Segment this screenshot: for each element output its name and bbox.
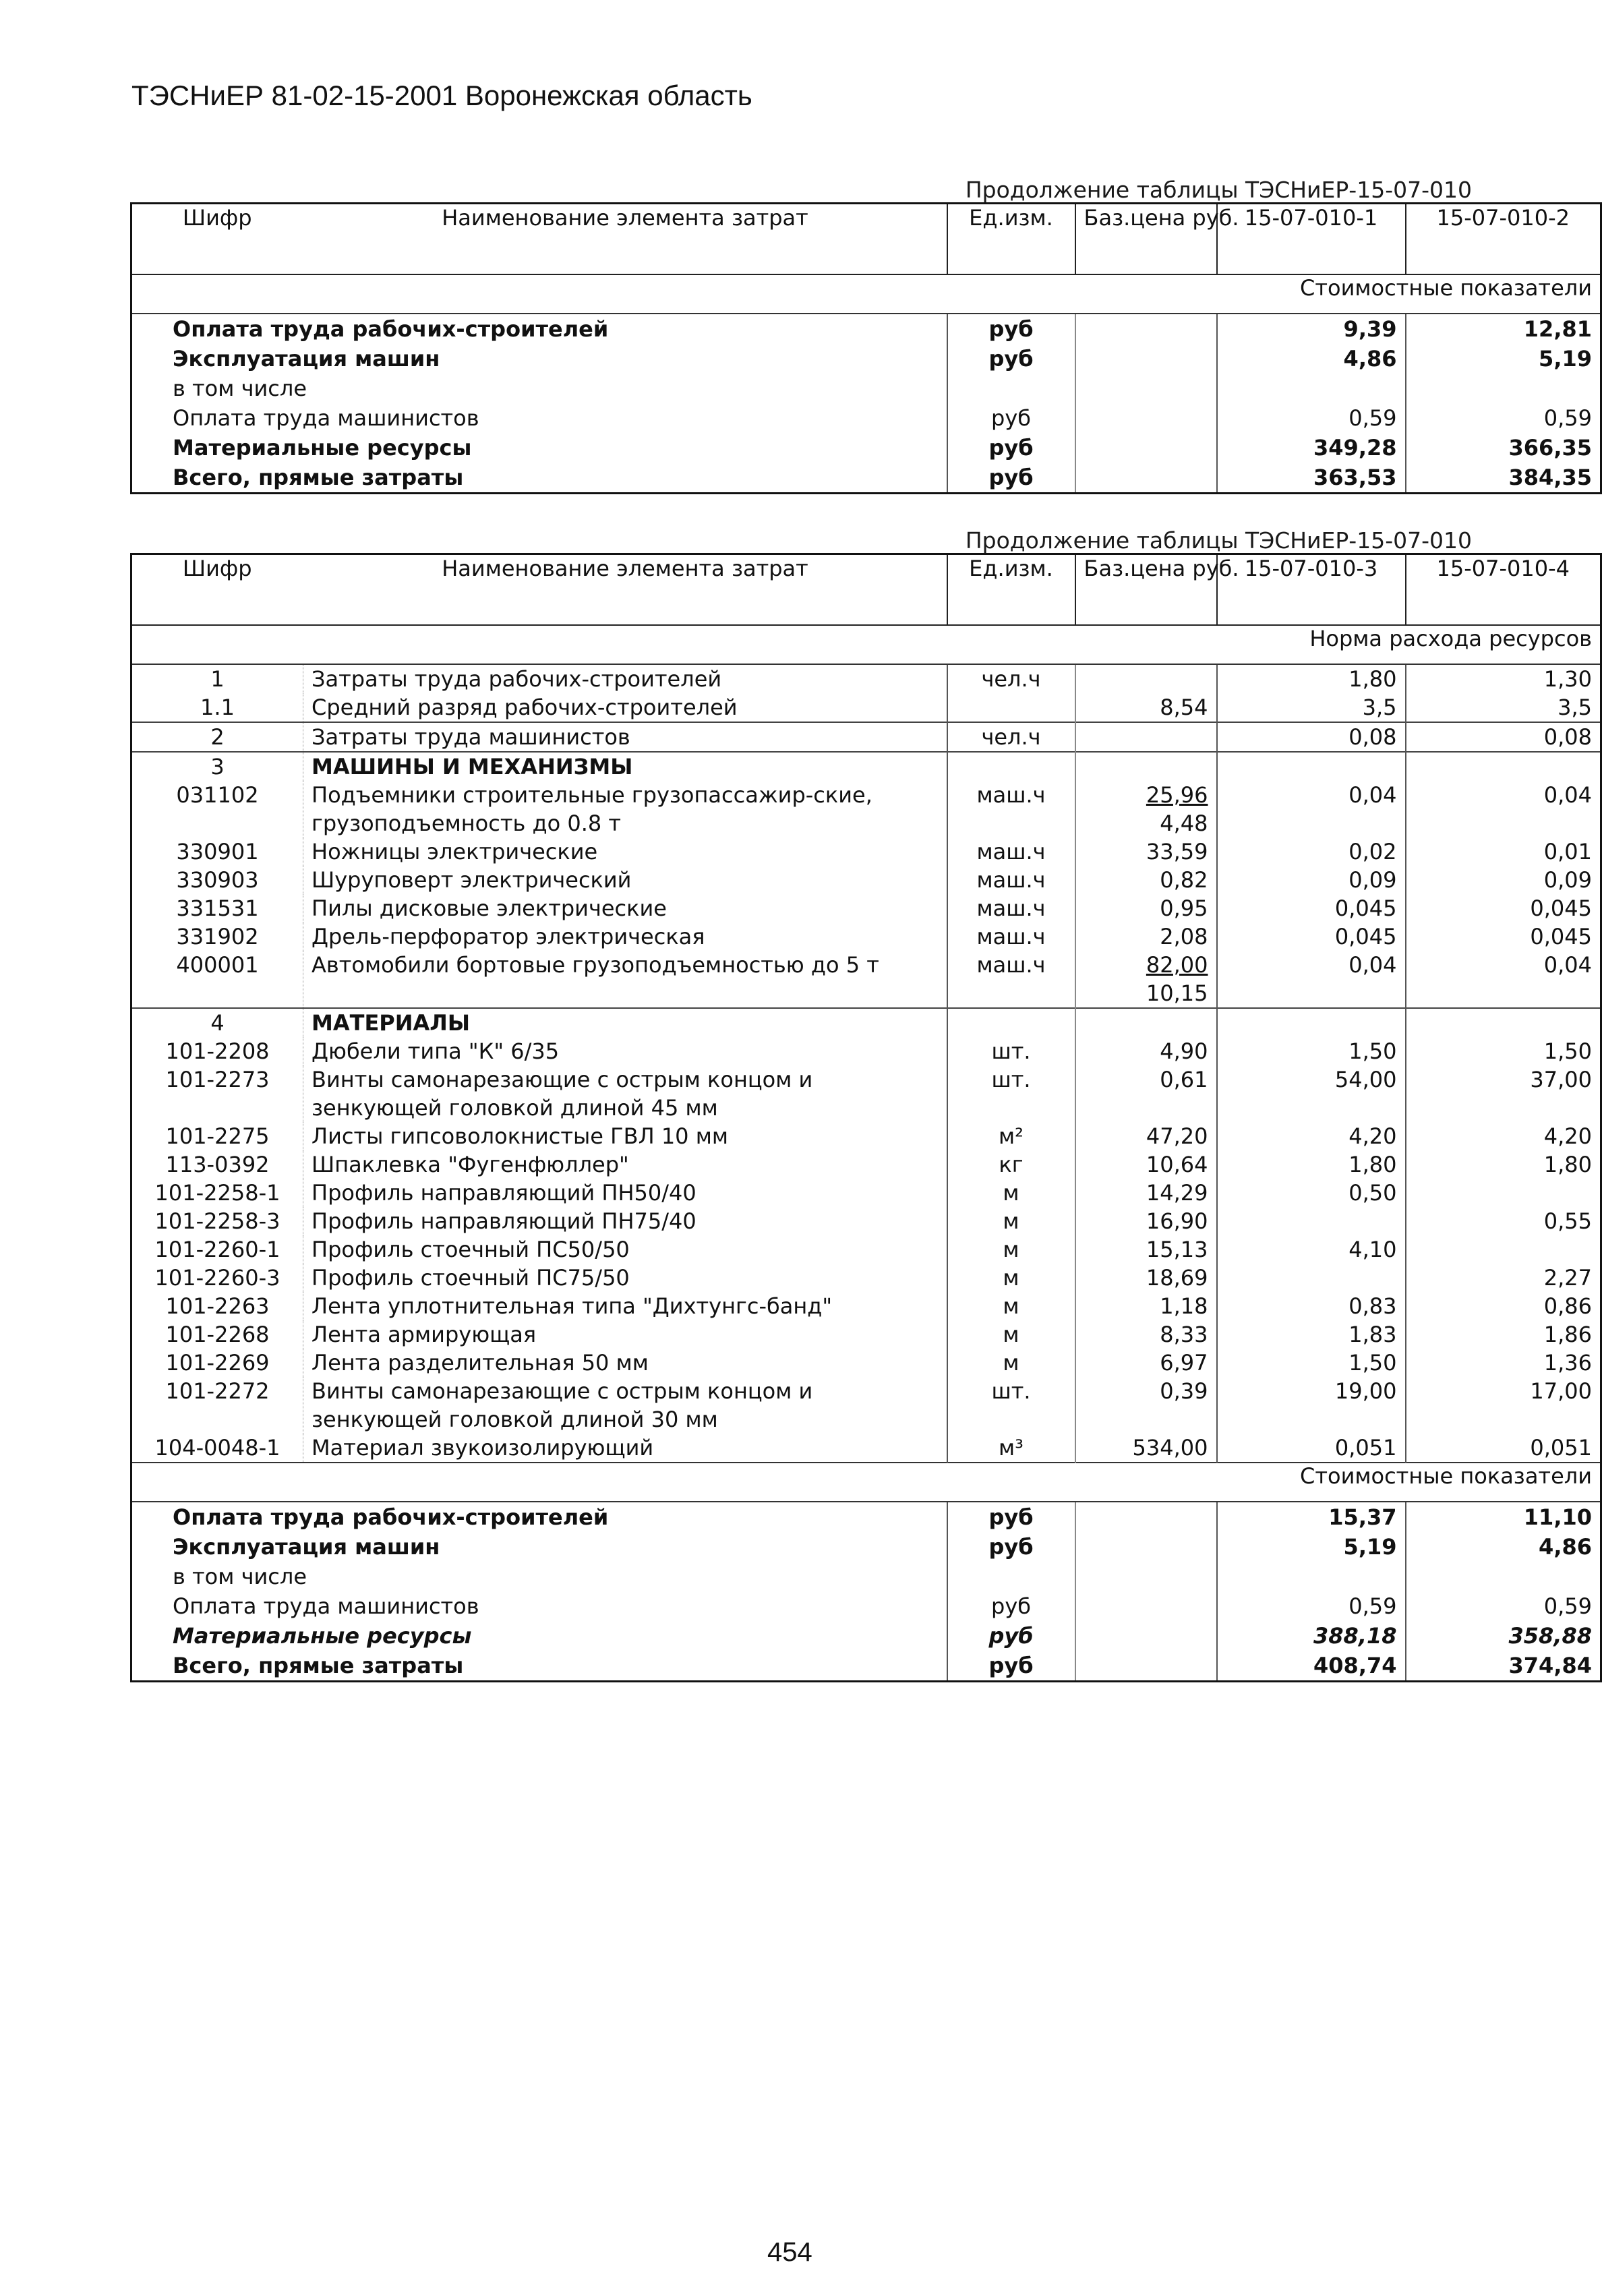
resource-name: Затраты труда машинистов [303,722,947,752]
resource-row [131,951,1601,1008]
resource-value-2: 0,01 [1406,837,1601,866]
cost-row-value-1: 388,18 [1217,1621,1406,1651]
col-v1-header: 15-07-010-3 [1217,554,1406,625]
col-name-header: Наименование элемента затрат [303,204,947,274]
resource-row [131,722,1601,752]
col-unit-header: Ед.изм. [947,554,1075,625]
cost-row-unit: руб [947,403,1075,433]
resource-price-value: 33,59 [1146,838,1208,864]
cost-row [131,1651,1601,1682]
cost-row-value-1: 4,86 [1217,344,1406,374]
cost-row [131,314,1601,344]
cost-row-value-1: 5,19 [1217,1532,1406,1562]
resource-unit [947,752,1075,781]
cost-row-value-2: 0,59 [1406,1591,1601,1621]
resource-row [131,693,1601,722]
resource-price-value: 8,33 [1160,1321,1208,1347]
cost-row-value-2: 4,86 [1406,1532,1601,1562]
resource-price [1075,1320,1217,1349]
resource-value-1: 19,00 [1217,1377,1406,1434]
resource-code: 101-2260-3 [154,1264,280,1291]
resource-price [1075,1434,1217,1463]
cost-row-value-1: 349,28 [1217,433,1406,463]
col-v2-header: 15-07-010-2 [1406,204,1601,274]
resource-code: 101-2272 [165,1378,270,1404]
resource-price-value: 6,97 [1160,1349,1208,1376]
cost-row-price [1075,1591,1217,1621]
cost-row-unit: руб [947,1651,1075,1682]
resource-code: 331902 [176,923,259,949]
cost-row [131,1591,1601,1621]
resource-name: Шпаклевка "Фугенфюллер" [303,1150,947,1179]
resource-value-1: 0,04 [1217,781,1406,837]
resource-row [131,1349,1601,1377]
cost-row-value-2: 358,88 [1406,1621,1601,1651]
resource-price [1075,1377,1217,1434]
cost-row-value-2 [1406,374,1601,403]
resource-value-1: 1,80 [1217,664,1406,693]
cost-row-value-2: 5,19 [1406,344,1601,374]
resource-unit: маш.ч [947,866,1075,894]
cost-row-value-1 [1217,374,1406,403]
resource-code: 101-2208 [165,1038,270,1064]
cost-row-price [1075,433,1217,463]
resource-value-2 [1406,1179,1601,1207]
cost-row-unit [947,374,1075,403]
cost-row-value-1: 9,39 [1217,314,1406,344]
cost-table-2 [130,553,1602,1682]
resource-code: 331531 [176,895,259,921]
resource-price-value: 0,39 [1160,1378,1208,1404]
cost-row-value-1: 363,53 [1217,463,1406,494]
resource-value-1: 54,00 [1217,1065,1406,1122]
resource-value-1: 0,045 [1217,894,1406,922]
resource-value-2: 3,5 [1406,693,1601,722]
resource-value-1: 3,5 [1217,693,1406,722]
cost-row-name: Всего, прямые затраты [173,464,464,490]
cost-table-1 [130,202,1602,494]
resource-name: Листы гипсоволокнистые ГВЛ 10 мм [303,1122,947,1150]
resource-value-2: 0,55 [1406,1207,1601,1235]
resource-price [1075,752,1217,781]
resource-price [1075,722,1217,752]
resource-value-2: 1,36 [1406,1349,1601,1377]
resource-name: Винты самонарезающие с острым концом и зенкующей головкой длиной 45 мм [303,1065,947,1122]
section-norm-header: Норма расхода ресурсов [131,625,1601,664]
resource-code: 101-2258-3 [154,1208,280,1234]
resource-name: Дюбели типа "К" 6/35 [303,1037,947,1065]
resource-price [1075,1207,1217,1235]
resource-code: 1.1 [200,694,235,720]
resource-value-2: 0,09 [1406,866,1601,894]
col-v2-header: 15-07-010-4 [1406,554,1601,625]
cost-row-name: Эксплуатация машин [173,345,440,372]
resource-price [1075,1292,1217,1320]
resource-price-value: 8,54 [1160,694,1208,720]
resource-code: 101-2273 [165,1066,270,1092]
resource-unit: чел.ч [947,664,1075,693]
resource-name: Пилы дисковые электрические [303,894,947,922]
resource-value-2: 2,27 [1406,1264,1601,1292]
resource-name: Материал звукоизолирующий [303,1434,947,1463]
resource-value-1: 1,50 [1217,1037,1406,1065]
resource-code: 101-2275 [165,1123,270,1149]
resource-row [131,922,1601,951]
cost-row-name: Материальные ресурсы [173,1622,472,1649]
resource-code: 113-0392 [165,1151,270,1177]
cost-row-value-2: 384,35 [1406,463,1601,494]
resource-name: Лента разделительная 50 мм [303,1349,947,1377]
cost-row-name: Эксплуатация машин [173,1533,440,1560]
col-v1-header: 15-07-010-1 [1217,204,1406,274]
resource-value-2: 0,045 [1406,894,1601,922]
cost-row [131,433,1601,463]
cost-row-price [1075,403,1217,433]
cost-row-unit: руб [947,1502,1075,1532]
cost-row-price [1075,374,1217,403]
resource-price [1075,781,1217,837]
resource-unit: маш.ч [947,781,1075,837]
cost-row-price [1075,1621,1217,1651]
resource-row [131,1150,1601,1179]
page-number: 454 [767,2237,812,2267]
cost-row-name: Материальные ресурсы [173,434,472,461]
resource-code: 104-0048-1 [154,1434,280,1461]
cost-row-value-2: 12,81 [1406,314,1601,344]
resource-row [131,894,1601,922]
resource-value-2 [1406,1008,1601,1037]
cost-row-unit: руб [947,344,1075,374]
resource-row [131,1122,1601,1150]
cost-row-price [1075,314,1217,344]
resource-unit: маш.ч [947,894,1075,922]
resource-value-2: 0,86 [1406,1292,1601,1320]
resource-price [1075,866,1217,894]
resource-value-1: 0,09 [1217,866,1406,894]
resource-value-2 [1406,752,1601,781]
col-code-header: Шифр [131,204,303,274]
resource-unit: м [947,1349,1075,1377]
col-unit-header: Ед.изм. [947,204,1075,274]
resource-name: Затраты труда рабочих-строителей [303,664,947,693]
resource-price [1075,664,1217,693]
cost-row-price [1075,344,1217,374]
resource-unit: маш.ч [947,837,1075,866]
resource-unit [947,1008,1075,1037]
resource-price [1075,1150,1217,1179]
resource-unit: м [947,1320,1075,1349]
resource-unit: маш.ч [947,951,1075,1008]
resource-value-2: 1,86 [1406,1320,1601,1349]
resource-price [1075,922,1217,951]
cost-row-price [1075,1532,1217,1562]
cost-row-price [1075,1502,1217,1532]
resource-code: 330903 [176,866,259,893]
cost-row-unit: руб [947,314,1075,344]
resource-price [1075,951,1217,1008]
cost-row [131,1502,1601,1532]
resource-name: Ножницы электрические [303,837,947,866]
resource-value-2: 1,80 [1406,1150,1601,1179]
cost-row-name: Оплата труда рабочих-строителей [173,1504,609,1530]
resource-unit: м [947,1179,1075,1207]
resource-row [131,1207,1601,1235]
resource-price-value: 4,90 [1160,1038,1208,1064]
resource-row [131,1292,1601,1320]
resource-price-value: 2,08 [1160,923,1208,949]
resource-price-value: 10,64 [1146,1151,1208,1177]
cost-row [131,374,1601,403]
resource-code: 3 [131,752,303,781]
resource-value-2: 37,00 [1406,1065,1601,1122]
resource-unit: шт. [947,1037,1075,1065]
resource-name: МАШИНЫ И МЕХАНИЗМЫ [303,752,947,781]
resource-row [131,1065,1601,1122]
resource-name: Лента армирующая [303,1320,947,1349]
resource-price [1075,1264,1217,1292]
cost-row-value-1: 408,74 [1217,1651,1406,1682]
cost-row-unit: руб [947,1532,1075,1562]
cost-row-value-1: 0,59 [1217,1591,1406,1621]
resource-value-1: 0,04 [1217,951,1406,1008]
cost-row-price [1075,463,1217,494]
resource-value-2: 1,30 [1406,664,1601,693]
cost-row-unit: руб [947,1621,1075,1651]
resource-value-1: 1,80 [1217,1150,1406,1179]
resource-unit: шт. [947,1377,1075,1434]
cost-row [131,463,1601,494]
resource-price [1075,1179,1217,1207]
resource-value-1: 1,83 [1217,1320,1406,1349]
resource-value-1: 4,10 [1217,1235,1406,1264]
col-code-header: Шифр [131,554,303,625]
cost-row [131,403,1601,433]
resource-code: 101-2263 [165,1293,270,1319]
resource-value-1: 0,50 [1217,1179,1406,1207]
resource-name: Дрель-перфоратор электрическая [303,922,947,951]
resource-price [1075,1037,1217,1065]
resource-code: 101-2269 [165,1349,270,1376]
resource-price-value: 47,20 [1146,1123,1208,1149]
resource-value-2: 1,50 [1406,1037,1601,1065]
resource-name: Подъемники строительные грузопассажир-ские, грузоподъемность до 0.8 т [303,781,947,837]
resource-unit: м [947,1264,1075,1292]
resource-name: Шуруповерт электрический [303,866,947,894]
resource-price-value: 18,69 [1146,1264,1208,1291]
cost-row-name: Оплата труда машинистов [173,1593,479,1619]
cost-row-value-2 [1406,1562,1601,1591]
resource-row [131,1179,1601,1207]
resource-name: МАТЕРИАЛЫ [303,1008,947,1037]
resource-value-2: 0,04 [1406,781,1601,837]
resource-price-value: 0,61 [1160,1066,1208,1092]
resource-name: Профиль направляющий ПН50/40 [303,1179,947,1207]
cost-row-name: в том числе [173,375,307,401]
cost-row-name: Оплата труда машинистов [173,405,479,431]
cost-row-price [1075,1562,1217,1591]
resource-value-2: 17,00 [1406,1377,1601,1434]
cost-row-value-1: 15,37 [1217,1502,1406,1532]
resource-price-value: 0,82 [1160,866,1208,893]
resource-row [131,664,1601,693]
resource-value-1: 1,50 [1217,1349,1406,1377]
resource-row [131,1434,1601,1463]
resource-value-1: 0,051 [1217,1434,1406,1463]
cost-row-unit [947,1562,1075,1591]
resource-price [1075,1349,1217,1377]
resource-name: Профиль стоечный ПС75/50 [303,1264,947,1292]
resource-row [131,837,1601,866]
cost-row-price [1075,1651,1217,1682]
col-price-header: Баз.цена руб. [1075,204,1217,274]
cost-row [131,1532,1601,1562]
resource-value-2: 0,045 [1406,922,1601,951]
resource-code: 101-2258-1 [154,1179,280,1206]
resource-price [1075,1235,1217,1264]
cost-row-value-2: 0,59 [1406,403,1601,433]
resource-value-2 [1406,1235,1601,1264]
cost-row [131,1562,1601,1591]
resource-price-value: 16,90 [1146,1208,1208,1234]
resource-name: Средний разряд рабочих-строителей [303,693,947,722]
resource-price-value: 0,95 [1160,895,1208,921]
resource-unit: маш.ч [947,922,1075,951]
resource-unit: м [947,1292,1075,1320]
cost-row-value-1: 0,59 [1217,403,1406,433]
resource-unit: м [947,1207,1075,1235]
cost-row-value-2: 374,84 [1406,1651,1601,1682]
cost-row-value-2: 366,35 [1406,433,1601,463]
resource-value-2: 4,20 [1406,1122,1601,1150]
col-price-header: Баз.цена руб. [1075,554,1217,625]
cost-row-value-1 [1217,1562,1406,1591]
table2-caption: Продолжение таблицы ТЭСНиЕР-15-07-010 [965,527,1472,554]
resource-unit: м³ [947,1434,1075,1463]
col-name-header: Наименование элемента затрат [303,554,947,625]
resource-value-1: 0,08 [1217,722,1406,752]
resource-price-value: 1,18 [1160,1293,1208,1319]
resource-value-2: 0,08 [1406,722,1601,752]
resource-price-value: 534,00 [1132,1434,1208,1461]
resource-row [131,752,1601,781]
resource-unit: м² [947,1122,1075,1150]
cost-row-unit: руб [947,463,1075,494]
resource-price-machinist: 4,48 [1160,810,1208,836]
resource-code: 400001 [176,951,259,978]
cost-row-name: Оплата труда рабочих-строителей [173,316,609,342]
resource-value-2: 0,04 [1406,951,1601,1008]
resource-value-1: 0,045 [1217,922,1406,951]
resource-price [1075,1122,1217,1150]
page-title: ТЭСНиЕР 81-02-15-2001 Воронежская область [131,80,752,111]
resource-code: 101-2268 [165,1321,270,1347]
resource-row [131,1377,1601,1434]
resource-value-1: 4,20 [1217,1122,1406,1150]
resource-unit: чел.ч [947,722,1075,752]
cost-row-value-2: 11,10 [1406,1502,1601,1532]
resource-unit: шт. [947,1065,1075,1122]
resource-row [131,781,1601,837]
resource-unit: кг [947,1150,1075,1179]
resource-price-value: 15,13 [1146,1236,1208,1262]
resource-name: Лента уплотнительная типа "Дихтунгс-банд" [303,1292,947,1320]
resource-value-2: 0,051 [1406,1434,1601,1463]
resource-name: Винты самонарезающие с острым концом и зенкующей головкой длиной 30 мм [303,1377,947,1434]
resource-value-1 [1217,752,1406,781]
resource-row [131,1008,1601,1037]
resource-code: 101-2260-1 [154,1236,280,1262]
resource-price [1075,894,1217,922]
resource-price-value: 25,96 [1146,782,1208,808]
resource-price [1075,693,1217,722]
resource-row [131,1235,1601,1264]
section-cost-header: Стоимостные показатели [131,1463,1601,1502]
resource-price-machinist: 10,15 [1146,980,1208,1006]
resource-row [131,1264,1601,1292]
resource-code: 031102 [176,782,259,808]
resource-price [1075,837,1217,866]
resource-name: Автомобили бортовые грузоподъемностью до 5 т [303,951,947,1008]
table1-caption: Продолжение таблицы ТЭСНиЕР-15-07-010 [965,177,1472,203]
cost-row-unit: руб [947,1591,1075,1621]
cost-row-unit: руб [947,433,1075,463]
resource-price [1075,1065,1217,1122]
resource-row [131,866,1601,894]
resource-value-1: 0,02 [1217,837,1406,866]
resource-name: Профиль стоечный ПС50/50 [303,1235,947,1264]
resource-row [131,1320,1601,1349]
resource-unit [947,693,1075,722]
resource-code: 4 [131,1008,303,1037]
resource-unit: м [947,1235,1075,1264]
resource-price-value: 14,29 [1146,1179,1208,1206]
section-cost-header: Стоимостные показатели [131,274,1601,314]
cost-row-name: Всего, прямые затраты [173,1652,464,1678]
resource-value-1 [1217,1264,1406,1292]
cost-row [131,344,1601,374]
resource-value-1 [1217,1008,1406,1037]
resource-price [1075,1008,1217,1037]
resource-price-value: 82,00 [1146,951,1208,978]
cost-row-name: в том числе [173,1563,307,1589]
resource-value-1: 0,83 [1217,1292,1406,1320]
resource-value-1 [1217,1207,1406,1235]
resource-row [131,1037,1601,1065]
resource-code: 1 [210,666,225,692]
resource-code: 2 [131,722,303,752]
cost-row [131,1621,1601,1651]
resource-code: 330901 [176,838,259,864]
resource-name: Профиль направляющий ПН75/40 [303,1207,947,1235]
